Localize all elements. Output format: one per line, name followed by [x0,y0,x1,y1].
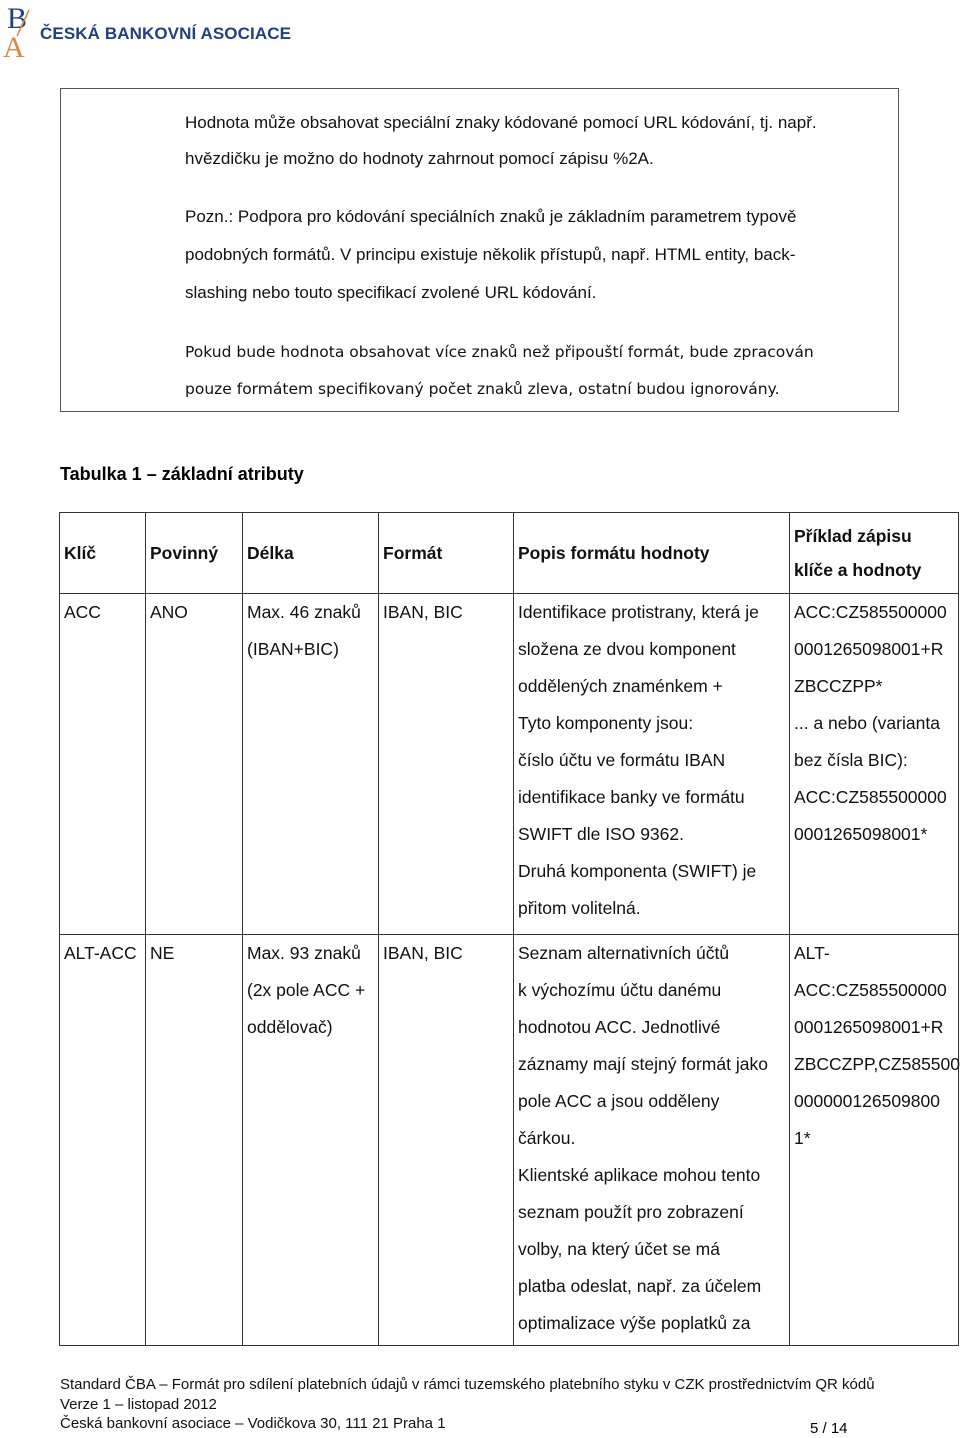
key-cell [60,935,146,1346]
cell-text: pole ACC a jsou odděleny [518,1091,720,1111]
note-line: Pokud bude hodnota obsahovat více znaků než připouští formát, bude zpracován [185,343,814,361]
org-name: ČESKÁ BANKOVNÍ ASOCIACE [40,24,292,43]
cell-text: ... a nebo (varianta [794,713,940,733]
cell-text: oddělených znaménkem + [518,676,723,696]
cell-text: ANO [150,602,188,622]
cell-text: platba odeslat, např. za účelem [518,1276,762,1296]
cell-text: IBAN, BIC [383,602,463,622]
column-header: Délka [243,513,379,594]
cell-text: ZBCCZPP,CZ585500 [794,1054,960,1074]
description-cell [514,594,790,935]
cell-text: oddělovač) [247,1017,333,1037]
cell-text: ALT-ACC [64,943,137,963]
cell-text: ACC [64,602,101,622]
cell-text: 1* [794,1128,811,1148]
cell-text: ACC:CZ585500000 [794,602,947,622]
description-cell [514,935,790,1346]
cell-text: IBAN, BIC [383,943,463,963]
note-line: Pozn.: Podpora pro kódování speciálních znaků je základním parametrem typově [185,207,797,226]
cell-text: (IBAN+BIC) [247,639,339,659]
note-line: hvězdičku je možno do hodnoty zahrnout pomocí zápisu %2A. [185,149,654,168]
cell-text: Druhá komponenta (SWIFT) je [518,861,757,881]
cell-text: ACC:CZ585500000 [794,980,947,1000]
column-header: Povinný [146,513,243,594]
cell-text: 0001265098001* [794,824,928,844]
page-number: 5 / 14 [810,1420,848,1437]
note-line: Hodnota může obsahovat speciální znaky kódované pomocí URL kódování, tj. např. [185,113,817,132]
cell-text: (2x pole ACC + [247,980,366,1000]
format-cell [379,935,514,1346]
cell-text: identifikace banky ve formátu [518,787,745,807]
footer-address: Česká bankovní asociace – Vodičkova 30, 111 21 Praha 1 [60,1415,446,1432]
svg-text:A: A [3,31,25,60]
cell-text: čárkou. [518,1128,576,1148]
cell-text: 0001265098001+R [794,1017,944,1037]
table-row [60,594,959,935]
cba-logo-icon [3,2,39,60]
cell-text: NE [150,943,175,963]
table-caption: Tabulka 1 – základní atributy [60,464,304,484]
cell-text: k výchozímu účtu danému [518,980,722,1000]
footer-title: Standard ČBA – Formát pro sdílení platebních údajů v rámci tuzemského platebního styku v CZK prostřednictvím QR kódů [60,1376,875,1393]
cell-text: Identifikace protistrany, která je [518,602,759,622]
cell-text: 000000126509800 [794,1091,940,1111]
table-header-row [60,513,959,594]
length-cell [243,594,379,935]
cell-text: optimalizace výše poplatků za [518,1313,751,1333]
example-cell [790,594,959,935]
column-header: Formát [379,513,514,594]
note-box [60,88,899,412]
column-header: Příklad zápisu klíče a hodnoty [790,513,959,594]
length-cell [243,935,379,1346]
key-cell [60,594,146,935]
cell-text: volby, na který účet se má [518,1239,720,1259]
cell-text: bez čísla BIC): [794,750,908,770]
cell-text: ACC:CZ585500000 [794,787,947,807]
note-line: slashing nebo touto specifikací zvolené URL kódování. [185,283,597,302]
example-cell [790,935,959,1346]
note-line: podobných formátů. V principu existuje několik přístupů, např. HTML entity, back- [185,245,796,264]
cell-text: seznam použít pro zobrazení [518,1202,744,1222]
cell-text: ZBCCZPP* [794,676,883,696]
cell-text: Max. 93 znaků [247,943,361,963]
cell-text: Tyto komponenty jsou: [518,713,694,733]
required-cell [146,935,243,1346]
cell-text: SWIFT dle ISO 9362. [518,824,684,844]
cell-text: složena ze dvou komponent [518,639,736,659]
cell-text: Seznam alternativních účtů [518,943,730,963]
cell-text: Max. 46 znaků [247,602,361,622]
cell-text: 0001265098001+R [794,639,944,659]
svg-text:B: B [7,2,28,35]
column-header: Popis formátu hodnoty [514,513,790,594]
cell-text: hodnotou ACC. Jednotlivé [518,1017,721,1037]
cell-text: záznamy mají stejný formát jako [518,1054,768,1074]
required-cell [146,594,243,935]
format-cell [379,594,514,935]
cell-text: ALT- [794,943,830,963]
footer-version: Verze 1 – listopad 2012 [60,1396,217,1413]
cell-text: číslo účtu ve formátu IBAN [518,750,726,770]
table-row [60,935,959,1346]
attributes-table [59,512,959,1346]
cell-text: Klientské aplikace mohou tento [518,1165,761,1185]
note-line: pouze formátem specifikovaný počet znaků zleva, ostatní budou ignorovány. [185,380,780,398]
column-header: Klíč [60,513,146,594]
cell-text: přitom volitelná. [518,898,641,918]
